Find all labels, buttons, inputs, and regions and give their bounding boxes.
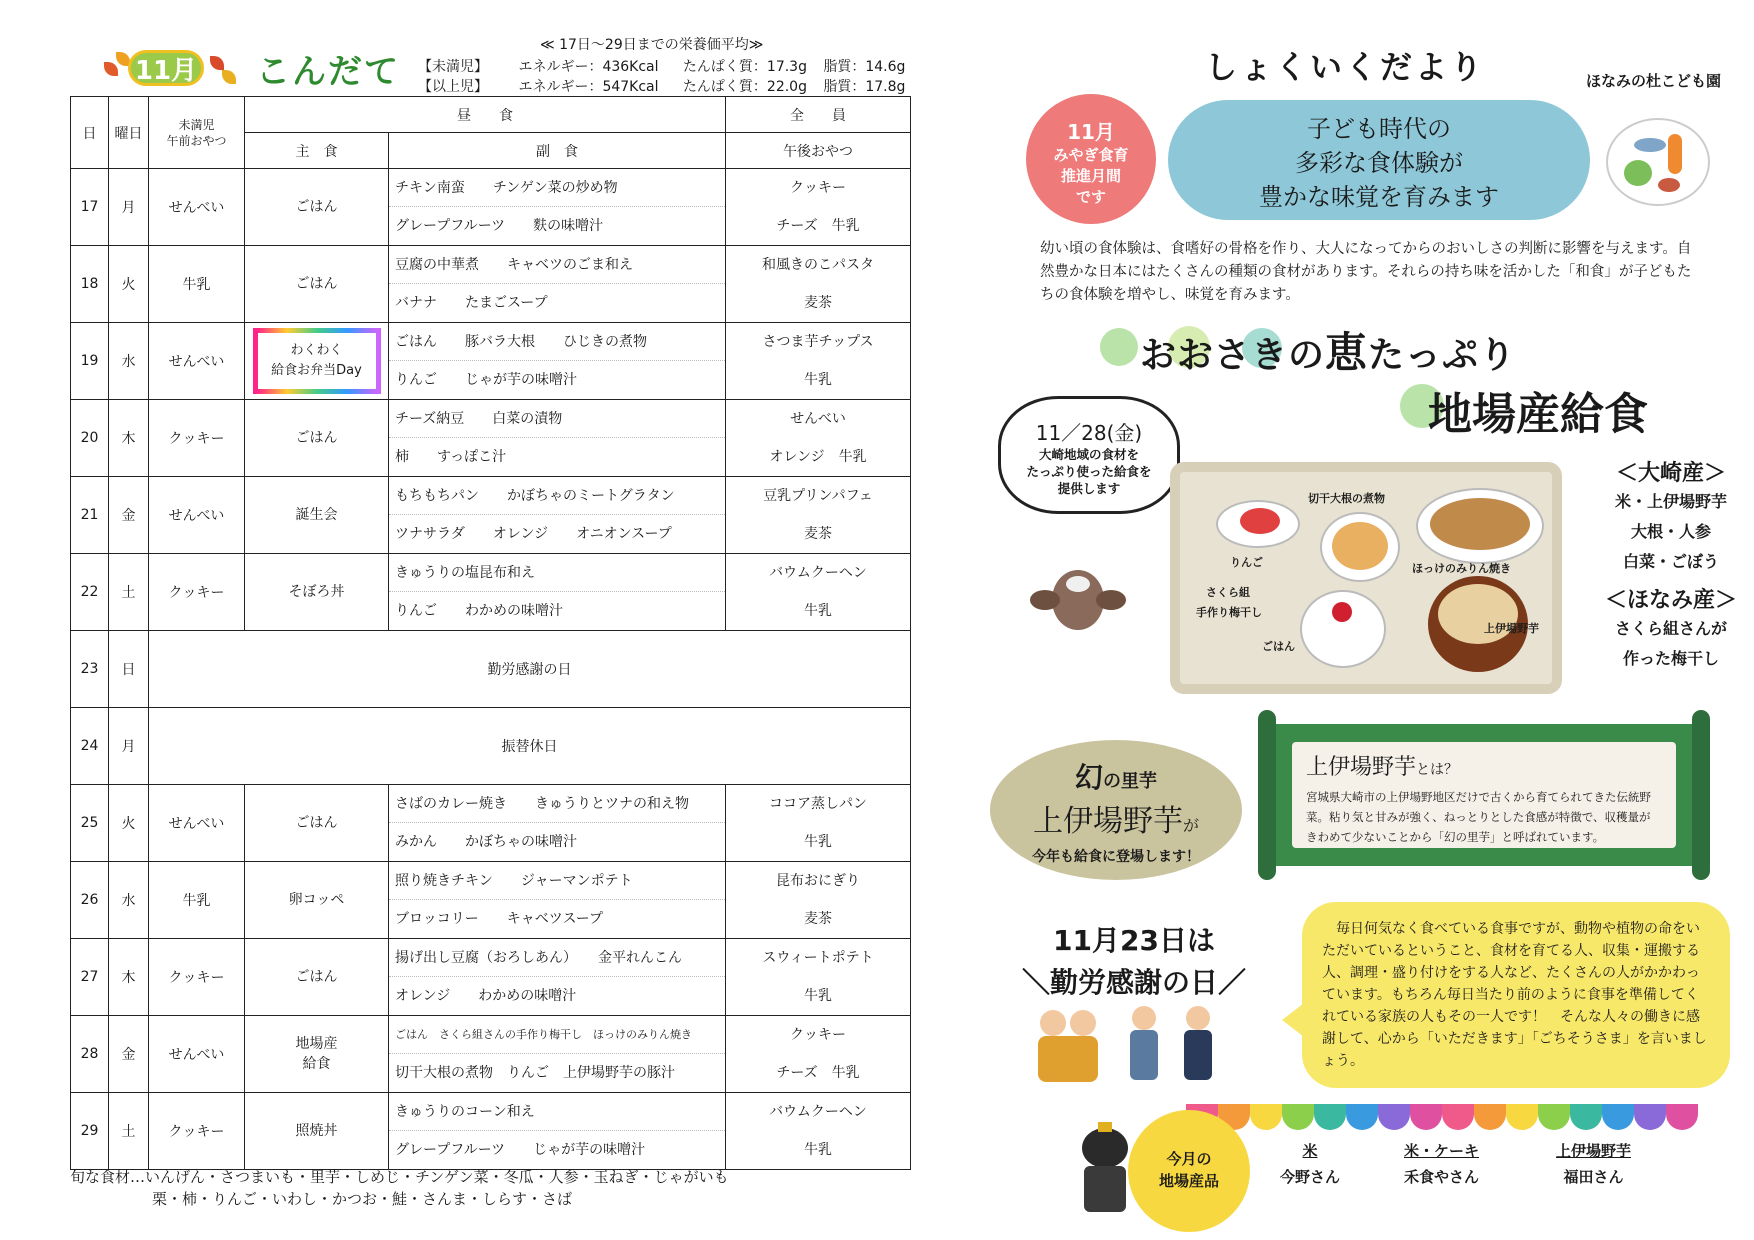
rainbow-scallop <box>1282 1104 1314 1130</box>
farmer-icon <box>1070 1010 1096 1036</box>
header-lunch: 昼 食 <box>245 97 726 133</box>
side-cell <box>389 862 726 939</box>
nutrition-label: 【未満児】 <box>418 59 488 75</box>
origin-item: さくら組さんが <box>1614 619 1727 638</box>
staple-cell <box>245 939 389 1016</box>
taro-heading <box>990 756 1242 796</box>
pm-snack-cell <box>726 1093 911 1170</box>
staple-cell <box>245 862 389 939</box>
side-dish-line: ごはん さくら組さんの手作り梅干し ほっけのみりん焼き <box>389 1016 725 1054</box>
day-cell: 23 <box>71 631 109 708</box>
school-name: ほなみの杜こども園 <box>1586 72 1722 90</box>
side-cell <box>389 939 726 1016</box>
snack-line: バウムクーヘン <box>769 1104 867 1120</box>
staple-label: ごはん <box>295 276 338 292</box>
producer-item: 上伊場野芋 <box>1556 1142 1632 1160</box>
side-dish-line: ツナサラダ オレンジ オニオンスープ <box>395 526 672 542</box>
header-side: 副 食 <box>389 133 726 169</box>
snack-line: チーズ 牛乳 <box>776 218 860 234</box>
chef-icon <box>1186 1006 1210 1030</box>
staple-label: ごはん <box>295 199 338 215</box>
headline-osaki <box>1140 320 1516 380</box>
snack-line: 麦茶 <box>804 911 832 927</box>
weekday-cell: 土 <box>109 554 149 631</box>
tray-label: ほっけのみりん焼き <box>1412 562 1511 575</box>
headline-part: おおさきの <box>1140 335 1326 376</box>
am-snack-cell: せんべい <box>149 323 245 400</box>
banner-line: 豊かな味覚を育みます <box>1259 183 1499 211</box>
am-snack-cell: クッキー <box>149 554 245 631</box>
taro-name-suffix: が <box>1182 816 1199 835</box>
snack-line: クッキー <box>790 1027 846 1043</box>
day-cell: 19 <box>71 323 109 400</box>
table-row <box>71 785 911 862</box>
side-dish-line: みかん かぼちゃの味噌汁 <box>395 834 577 850</box>
table-row <box>71 708 911 785</box>
side-dish-line: ブロッコリー キャベツスープ <box>395 911 604 927</box>
snack-line: オレンジ 牛乳 <box>769 449 867 465</box>
rainbow-scallop <box>1634 1104 1666 1130</box>
staple-label: 地場産 給食 <box>295 1036 338 1072</box>
scroll-roller <box>1692 710 1710 880</box>
decorative-dot <box>1100 328 1138 366</box>
nutrition-fat: 脂質：14.6g <box>823 59 906 75</box>
umeboshi-icon <box>1332 602 1352 622</box>
producer-3 <box>1556 1138 1631 1190</box>
rainbow-scallop <box>1602 1104 1634 1130</box>
nutrition-fat: 脂質：17.8g <box>823 79 906 95</box>
pm-snack-cell <box>726 939 911 1016</box>
rainbow-scallop <box>1570 1104 1602 1130</box>
taro-oval <box>990 740 1242 880</box>
side-cell <box>389 554 726 631</box>
rainbow-scallop <box>1442 1104 1474 1130</box>
side-dish-line: きゅうりのコーン和え <box>389 1093 725 1131</box>
headline-kanji: 恵 <box>1325 328 1369 377</box>
fish-icon <box>1430 498 1530 550</box>
scroll-title-text: 上伊場野芋 <box>1306 755 1417 780</box>
intro-text: 幼い頃の食体験は、食嗜好の骨格を作り、大人になってからのおいしさの判断に影響を与えます。自然豊かな日本にはたくさんの種類の食材があります。それらの持ち味を活かした「和食」が子どもたちの食体験を増やし、味覚を育みます。 <box>1040 241 1692 303</box>
side-dish-line: 照り焼きチキン ジャーマンポテト <box>389 862 725 900</box>
header-day: 日 <box>71 97 109 169</box>
snack-line: クッキー <box>790 180 846 196</box>
side-cell <box>389 1016 726 1093</box>
side-dish-line: 揚げ出し豆腐（おろしあん） 金平れんこん <box>389 939 725 977</box>
weekday-cell: 火 <box>109 246 149 323</box>
taro-scroll <box>1264 724 1704 866</box>
producer-1 <box>1280 1138 1340 1190</box>
rainbow-scallop <box>1538 1104 1570 1130</box>
snack-line: 牛乳 <box>804 1142 832 1158</box>
table-row <box>71 862 911 939</box>
side-cell <box>389 477 726 554</box>
scroll-content <box>1292 742 1676 848</box>
day-cell: 21 <box>71 477 109 554</box>
header-am-snack: 未満児 午前おやつ <box>149 97 245 169</box>
rainbow-scallop <box>1474 1104 1506 1130</box>
labor-line: ＼勤労感謝の日／ <box>1022 966 1247 999</box>
staple-cell <box>245 400 389 477</box>
table-row <box>71 246 911 323</box>
nutrition-protein: たんぱく質：17.3g <box>682 59 807 75</box>
holiday-cell <box>149 708 911 785</box>
side-dish-line: きゅうりの塩昆布和え <box>389 554 725 592</box>
snack-line: 牛乳 <box>804 988 832 1004</box>
fish-icon <box>1634 138 1666 152</box>
side-dish-line: オレンジ わかめの味噌汁 <box>395 988 577 1004</box>
origin-heading: ＜大崎産＞ <box>1615 461 1726 486</box>
day-cell: 28 <box>71 1016 109 1093</box>
producer-name: 福田さん <box>1563 1168 1624 1186</box>
autumn-leaf-icon <box>210 56 224 70</box>
origin-item: 白菜・ごぼう <box>1622 552 1719 571</box>
fisherman-icon <box>1132 1006 1156 1030</box>
snack-line: さつま芋チップス <box>762 334 874 350</box>
rainbow-scallop <box>1666 1104 1698 1130</box>
month-circle-line: 推進月間 <box>1060 167 1121 185</box>
weekday-cell: 木 <box>109 400 149 477</box>
scroll-title <box>1306 750 1662 781</box>
header-weekday: 曜日 <box>109 97 149 169</box>
nutrition-protein: たんぱく質：22.0g <box>682 79 807 95</box>
vegetables-illustration <box>1606 118 1710 206</box>
labor-line: 11月23日は <box>1053 924 1215 957</box>
month-circle-line: です <box>1075 188 1106 206</box>
table-row <box>71 631 911 708</box>
tray-label: 切干大根の煮物 <box>1308 492 1385 505</box>
lunch-tray <box>1170 462 1562 694</box>
bubble-date: 11／28(金) <box>1035 421 1143 445</box>
table-row <box>71 169 911 246</box>
producer-name: 禾食やさん <box>1404 1168 1480 1186</box>
staple-cell <box>245 477 389 554</box>
theme-banner <box>1168 100 1590 220</box>
month-badge: 11月 <box>128 50 204 86</box>
staple-label: 照焼丼 <box>295 1123 338 1139</box>
rainbow-scallop <box>1346 1104 1378 1130</box>
seasonal-foods <box>70 1166 729 1210</box>
local-products-circle <box>1128 1110 1250 1232</box>
pm-snack-cell <box>726 169 911 246</box>
workers-illustration <box>1034 1006 1234 1086</box>
pm-snack-cell <box>726 246 911 323</box>
side-dish-line: 豆腐の中華煮 キャベツのごま和え <box>389 246 725 284</box>
autumn-leaf-icon <box>104 62 118 76</box>
staple-label: ごはん <box>295 815 338 831</box>
staple-label: ごはん <box>295 430 338 446</box>
table-row <box>71 554 911 631</box>
origin-list <box>1596 456 1746 674</box>
nutrition-energy: エネルギー：436Kcal <box>518 59 659 75</box>
newsletter-title: しょくいくだより <box>1205 48 1486 86</box>
snack-line: 牛乳 <box>804 372 832 388</box>
am-snack-cell: せんべい <box>149 785 245 862</box>
weekday-cell: 水 <box>109 323 149 400</box>
staple-cell <box>245 554 389 631</box>
farmer-icon <box>1040 1010 1066 1036</box>
table-row <box>71 939 911 1016</box>
origin-heading: ＜ほなみ産＞ <box>1604 588 1737 613</box>
taro-note: 今年も給食に登場します！ <box>1032 849 1200 865</box>
weekday-cell: 木 <box>109 939 149 1016</box>
weekday-cell: 日 <box>109 631 149 708</box>
bowl-icon <box>1658 178 1680 192</box>
nutrition-row-older <box>418 76 905 96</box>
kiriboshi-icon <box>1332 522 1388 570</box>
banner-line: 子ども時代の <box>1307 115 1451 143</box>
day-cell: 17 <box>71 169 109 246</box>
am-snack-cell: せんべい <box>149 1016 245 1093</box>
snack-line: 昆布おにぎり <box>776 873 860 889</box>
side-cell <box>389 1093 726 1170</box>
local-line: 地場産品 <box>1158 1172 1219 1190</box>
snack-line: チーズ 牛乳 <box>776 1065 860 1081</box>
taro-name-text: 上伊場野芋 <box>1032 804 1183 839</box>
weekday-cell: 月 <box>109 708 149 785</box>
snack-line: 牛乳 <box>804 834 832 850</box>
table-row <box>71 477 911 554</box>
staple-cell <box>245 323 389 400</box>
rainbow-scallop <box>1250 1104 1282 1130</box>
staple-label: そぼろ丼 <box>288 584 345 600</box>
weekday-cell: 水 <box>109 862 149 939</box>
header-pm-snack: 午後おやつ <box>726 133 911 169</box>
staple-cell <box>245 785 389 862</box>
headline-part: たっぷり <box>1368 335 1517 376</box>
carrot-icon <box>1668 134 1682 174</box>
table-row <box>71 400 911 477</box>
bubble-line: たっぷり使った給食を <box>1026 464 1152 479</box>
headline-local-lunch: 地場産給食 <box>1428 389 1648 440</box>
page-title: こんだて <box>256 52 400 92</box>
rainbow-scallop <box>1378 1104 1410 1130</box>
staple-label: ごはん <box>295 969 338 985</box>
side-dish-line: ごはん 豚バラ大根 ひじきの煮物 <box>389 323 725 361</box>
seasonal-line: 旬な食材…いんげん・さつまいも・里芋・しめじ・チンゲン菜・冬瓜・人参・玉ねぎ・じゃがいも <box>70 1168 729 1186</box>
day-cell: 18 <box>71 246 109 323</box>
staple-cell <box>245 1016 389 1093</box>
side-cell <box>389 323 726 400</box>
side-dish-line: もちもちパン かぼちゃのミートグラタン <box>389 477 725 515</box>
day-cell: 22 <box>71 554 109 631</box>
staple-cell <box>245 169 389 246</box>
pm-snack-cell <box>726 323 911 400</box>
weekday-cell: 月 <box>109 169 149 246</box>
bento-day-badge: わくわく 給食お弁当Day <box>253 328 381 394</box>
side-dish-line: りんご わかめの味噌汁 <box>395 603 563 619</box>
am-snack-cell: せんべい <box>149 477 245 554</box>
side-cell <box>389 400 726 477</box>
nutrition-heading: ≪ 17日～29日までの栄養価平均≫ <box>540 37 764 53</box>
snack-line: 麦茶 <box>804 526 832 542</box>
weekday-cell: 火 <box>109 785 149 862</box>
side-dish-line: りんご じゃが芋の味噌汁 <box>395 372 577 388</box>
side-cell <box>389 169 726 246</box>
samurai-mascot-icon <box>1074 1122 1136 1218</box>
bubble-line: 大崎地域の食材を <box>1038 447 1139 462</box>
side-dish-line: チキン南蛮 チンゲン菜の炒め物 <box>389 169 725 207</box>
taro-name <box>990 796 1242 840</box>
day-cell: 25 <box>71 785 109 862</box>
origin-item: 米・上伊場野芋 <box>1614 492 1727 511</box>
day-cell: 27 <box>71 939 109 1016</box>
month-circle <box>1026 94 1156 224</box>
weekday-cell: 金 <box>109 477 149 554</box>
pm-snack-cell <box>726 862 911 939</box>
am-snack-cell: せんべい <box>149 169 245 246</box>
snack-line: ココア蒸しパン <box>769 796 867 812</box>
taro-heading-small: の里芋 <box>1103 771 1157 792</box>
snack-line: 和風きのこパスタ <box>762 257 874 273</box>
pm-snack-cell <box>726 554 911 631</box>
day-cell: 20 <box>71 400 109 477</box>
menu-table <box>70 96 911 1170</box>
producer-item: 米・ケーキ <box>1404 1142 1480 1160</box>
am-snack-cell: クッキー <box>149 1093 245 1170</box>
producer-2 <box>1404 1138 1479 1190</box>
nutrition-energy: エネルギー：547Kcal <box>518 79 659 95</box>
side-dish-line: 切干大根の煮物 りんご 上伊場野芋の豚汁 <box>395 1065 675 1081</box>
speech-bubble <box>998 396 1180 514</box>
weekday-cell: 土 <box>109 1093 149 1170</box>
table-row <box>71 323 911 400</box>
rainbow-scallop <box>1410 1104 1442 1130</box>
snack-line: 牛乳 <box>804 603 832 619</box>
local-line: 今月の <box>1166 1150 1212 1168</box>
staple-cell <box>245 1093 389 1170</box>
side-cell <box>389 785 726 862</box>
producer-item: 米 <box>1302 1142 1318 1160</box>
scroll-title-small: とは？ <box>1416 762 1459 778</box>
month-circle-month: 11月 <box>1067 120 1115 144</box>
banner-line: 多彩な食体験が <box>1295 149 1463 177</box>
table-row <box>71 1016 911 1093</box>
header-all: 全 員 <box>726 97 911 133</box>
tray-label: さくら組 <box>1206 586 1250 599</box>
day-cell: 24 <box>71 708 109 785</box>
month-circle-line: みやぎ食育 <box>1053 146 1129 164</box>
side-dish-line: グレープフルーツ じゃが芋の味噌汁 <box>395 1142 646 1158</box>
origin-item: 大根・人参 <box>1630 522 1711 541</box>
header-staple: 主 食 <box>245 133 389 169</box>
day-cell: 29 <box>71 1093 109 1170</box>
nutrition-row-infant <box>418 56 905 76</box>
pm-snack-cell <box>726 400 911 477</box>
staple-label: 卵コッペ <box>288 892 345 908</box>
rainbow-scallop <box>1506 1104 1538 1130</box>
tray-label: りんご <box>1230 556 1263 569</box>
side-dish-line: グレープフルーツ 麩の味噌汁 <box>395 218 604 234</box>
staple-label: 誕生会 <box>295 507 338 523</box>
side-dish-line: チーズ納豆 白菜の漬物 <box>389 400 725 438</box>
origin-item: 作った梅干し <box>1622 649 1719 668</box>
tray-label: 手作り梅干し <box>1196 606 1262 619</box>
producer-name: 今野さん <box>1280 1168 1341 1186</box>
holiday-label: 勤労感謝の日 <box>487 662 572 678</box>
tray-label: ごはん <box>1262 640 1295 653</box>
side-dish-line: バナナ たまごスープ <box>395 295 548 311</box>
tray-label: 上伊場野芋 <box>1484 622 1539 635</box>
bubble-line: 提供します <box>1057 481 1121 496</box>
bird-mascot-icon <box>1028 560 1128 660</box>
am-snack-cell: 牛乳 <box>149 862 245 939</box>
seasonal-line: 栗・柿・りんご・いわし・かつお・鮭・さんま・しらす・さば <box>152 1190 573 1208</box>
nutrition-label: 【以上児】 <box>418 79 488 95</box>
greens-icon <box>1624 160 1652 186</box>
scroll-body: 宮城県大崎市の上伊場野地区だけで古くから育てられてきた伝統野菜。粘り気と甘みが強く、ねっとりとした食感が特徴で、収穫量がきわめて少ないことから「幻の里芋」と呼ばれています。 <box>1306 790 1651 844</box>
am-snack-cell: 牛乳 <box>149 246 245 323</box>
autumn-leaf-icon <box>222 70 236 84</box>
staple-cell <box>245 246 389 323</box>
pm-snack-cell <box>726 1016 911 1093</box>
pm-snack-cell <box>726 785 911 862</box>
am-snack-cell: クッキー <box>149 939 245 1016</box>
snack-line: スウィートポテト <box>762 950 874 966</box>
apple-icon <box>1240 508 1280 534</box>
pm-snack-cell <box>726 477 911 554</box>
weekday-cell: 金 <box>109 1016 149 1093</box>
rainbow-scallop <box>1314 1104 1346 1130</box>
table-row <box>71 1093 911 1170</box>
labor-day-text: 毎日何気なく食べている食事ですが、動物や植物の命をいただいているということ、食材を育てる人、収集・運搬する人、調理・盛り付けをする人など、たくさんの人がかかわっています。もちろん毎日当たり前のように食事を準備してくれている家族の人もその一人です！ そんな人々の働きに感謝して、心から「いただきます」「ごちそうさま」を言いましょう。 <box>1302 902 1730 1088</box>
snack-line: せんべい <box>790 411 846 427</box>
taro-kanji: 幻 <box>1074 761 1103 794</box>
labor-day-title <box>1022 920 1246 1004</box>
am-snack-cell: クッキー <box>149 400 245 477</box>
holiday-label: 振替休日 <box>501 739 558 755</box>
side-cell <box>389 246 726 323</box>
scroll-roller <box>1258 710 1276 880</box>
snack-line: 麦茶 <box>804 295 832 311</box>
snack-line: バウムクーヘン <box>769 565 867 581</box>
holiday-cell <box>149 631 911 708</box>
side-dish-line: 柿 すっぽこ汁 <box>395 449 507 465</box>
snack-line: 豆乳プリンパフェ <box>763 488 873 504</box>
side-dish-line: さばのカレー焼き きゅうりとツナの和え物 <box>389 785 725 823</box>
day-cell: 26 <box>71 862 109 939</box>
